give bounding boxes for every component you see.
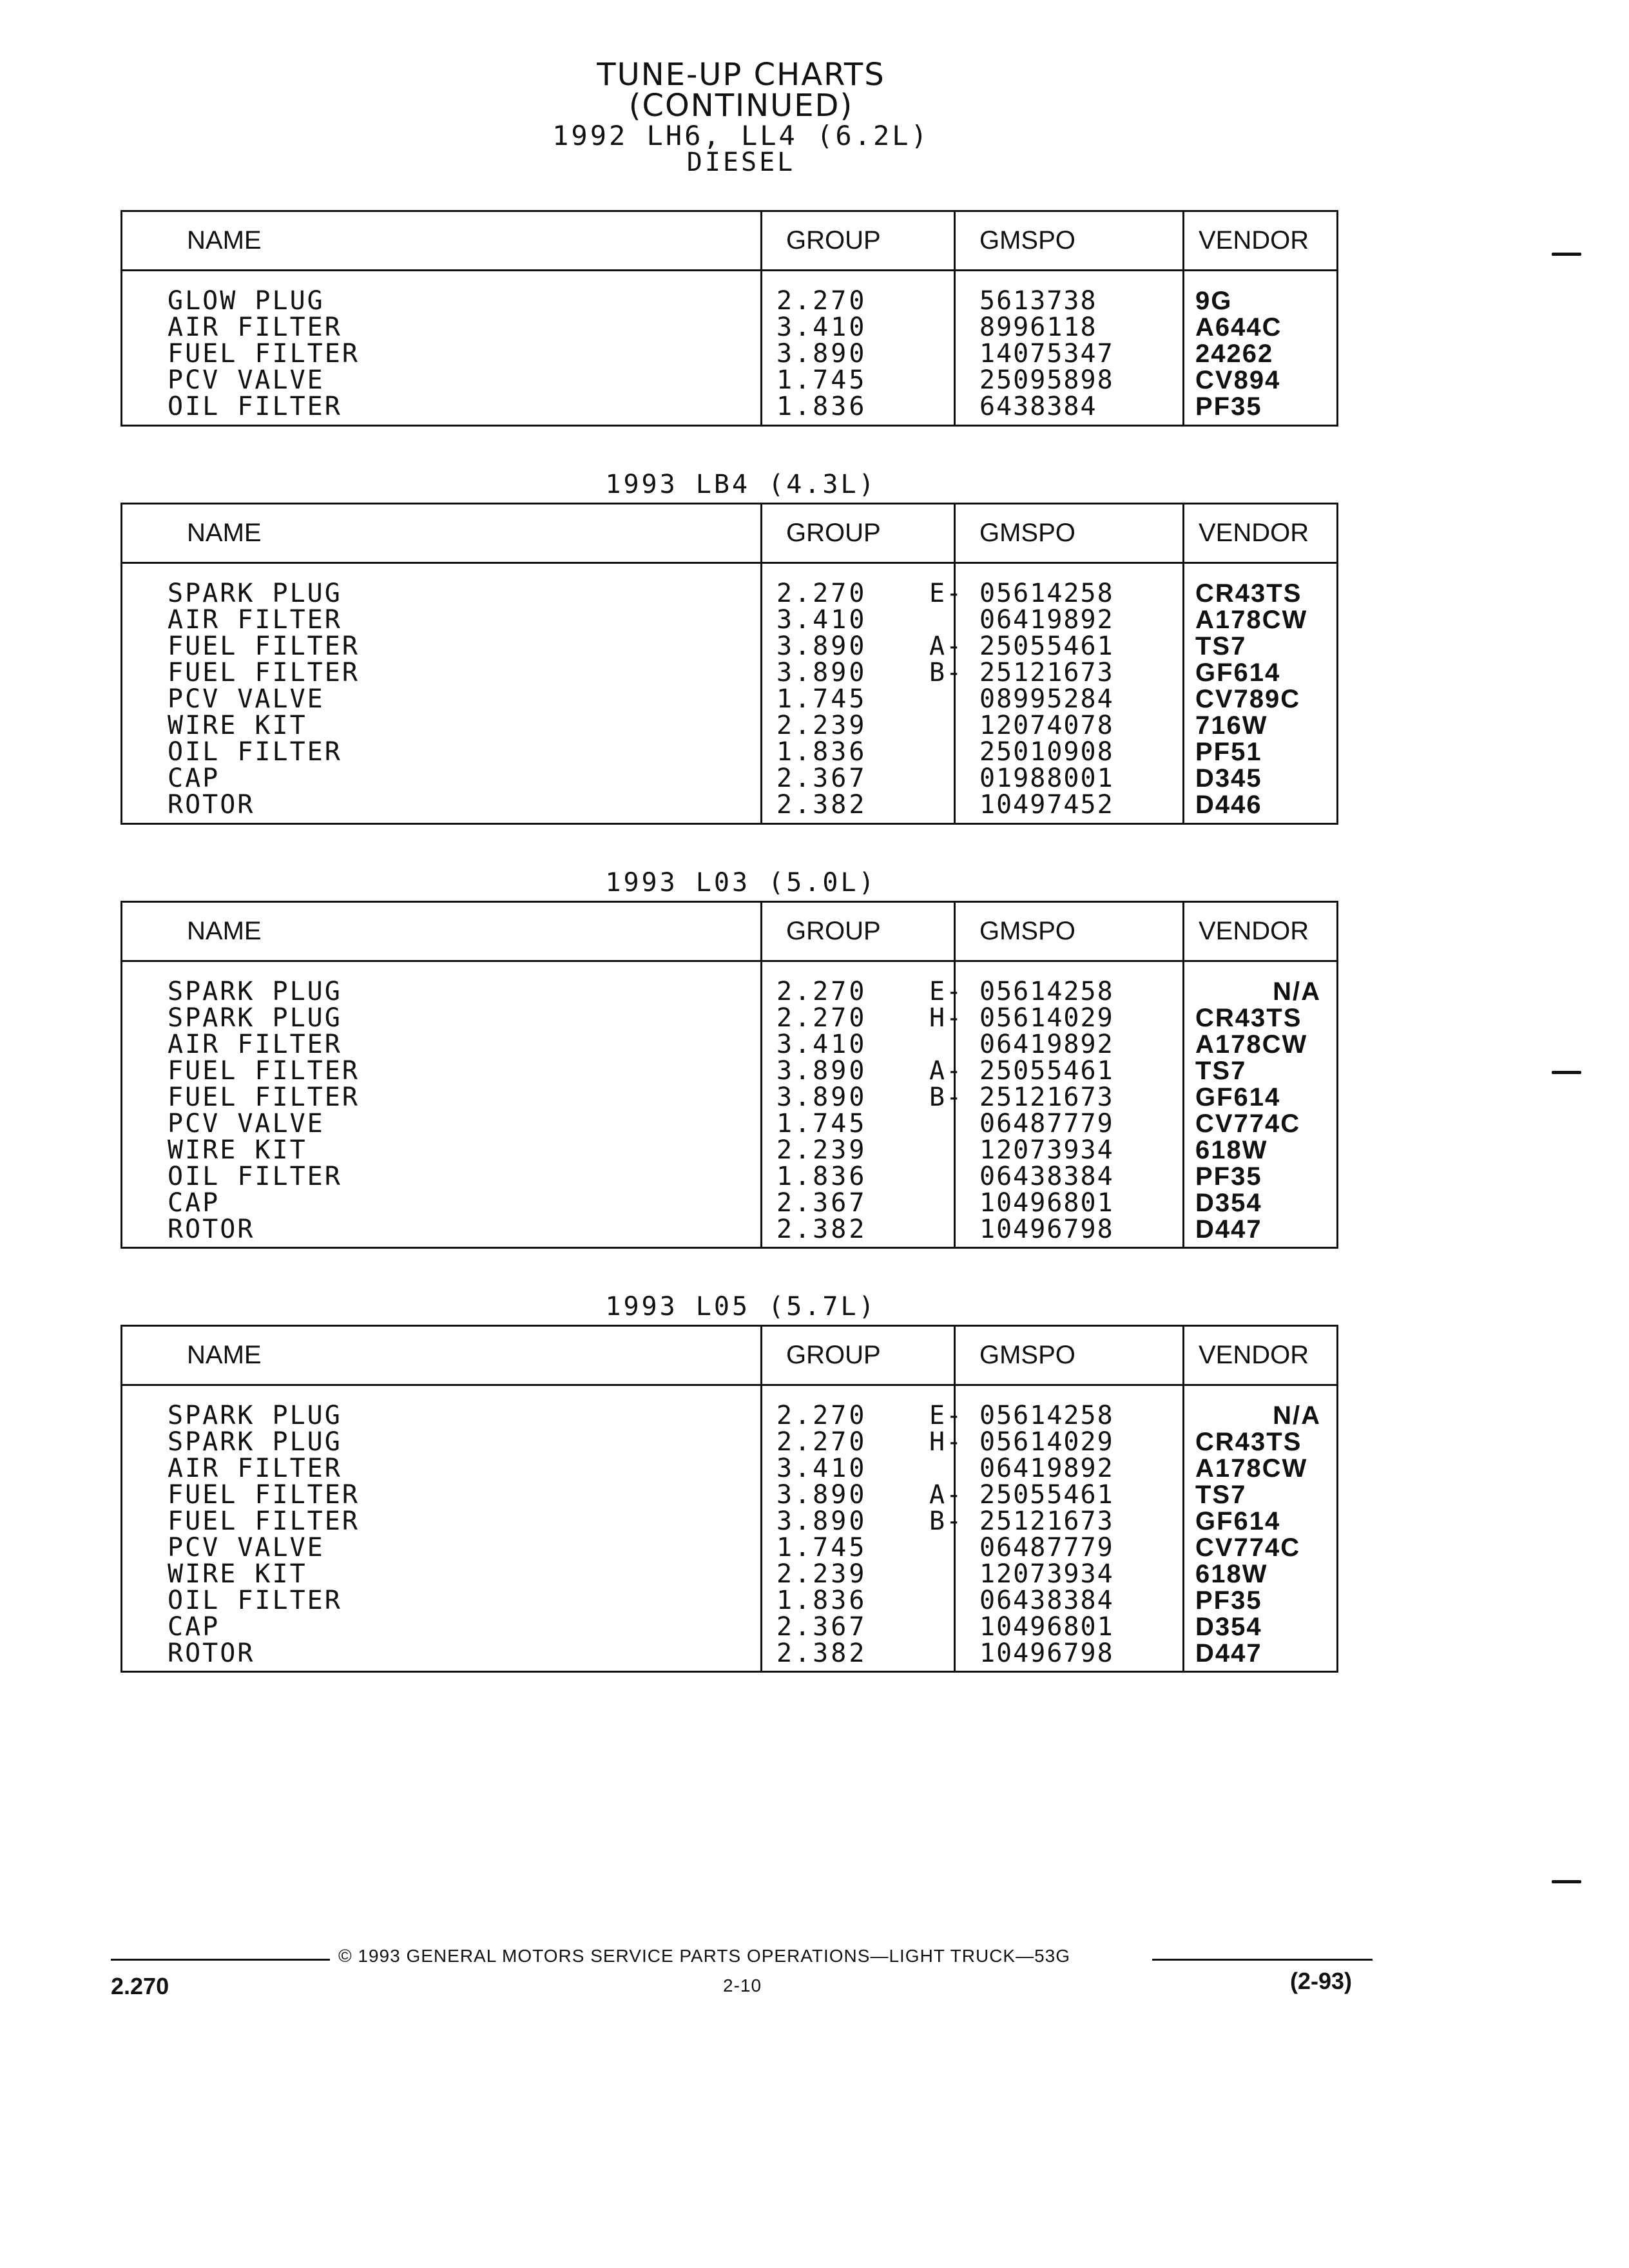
part-vendor: D345: [1195, 764, 1262, 793]
chart-subtitle: 1993 LB4 (4.3L): [605, 470, 877, 499]
fuel-type-heading: DIESEL: [686, 148, 796, 177]
header-vendor: VENDOR: [1199, 1341, 1309, 1369]
parts-table: [120, 901, 1338, 1249]
part-vendor: D354: [1195, 1189, 1262, 1217]
table-row: [122, 660, 1336, 686]
table-row: [122, 1058, 1336, 1084]
part-name: PCV VALVE: [168, 365, 325, 395]
part-group: 2.270: [776, 286, 867, 316]
part-vendor: CR43TS: [1195, 1428, 1302, 1456]
part-name: OIL FILTER: [168, 392, 342, 421]
part-vendor: CV774C: [1195, 1110, 1301, 1138]
table-row: [122, 792, 1336, 818]
part-gmspo-number: 25055461: [979, 1480, 1114, 1510]
part-gmspo-number: 25010908: [979, 737, 1114, 767]
part-group: 2.270: [776, 579, 867, 608]
part-name: WIRE KIT: [168, 1559, 307, 1589]
part-vendor: TS7: [1195, 1481, 1247, 1509]
part-group: 3.410: [776, 312, 867, 342]
table-row: [122, 1005, 1336, 1032]
table-row: [122, 633, 1336, 660]
part-name: PCV VALVE: [168, 1533, 325, 1562]
part-group: 2.239: [776, 1559, 867, 1589]
part-name: WIRE KIT: [168, 1135, 307, 1165]
part-gmspo-number: 06419892: [979, 1454, 1114, 1483]
part-gmspo-number: 08995284: [979, 684, 1114, 714]
header-vendor: VENDOR: [1199, 226, 1309, 255]
header-name: NAME: [187, 1341, 262, 1369]
part-gmspo-number: 05614258: [979, 579, 1114, 608]
header-group: GROUP: [786, 917, 881, 945]
part-vendor: CV789C: [1195, 685, 1301, 713]
part-group: 2.382: [776, 1639, 867, 1668]
part-group: 3.890: [776, 658, 867, 687]
part-gmspo-number: 06438384: [979, 1586, 1114, 1615]
table-row: [122, 1084, 1336, 1111]
part-name: FUEL FILTER: [168, 1480, 360, 1510]
part-vendor: PF35: [1195, 1162, 1262, 1191]
part-vendor: TS7: [1195, 1057, 1247, 1085]
part-vendor: A644C: [1195, 313, 1282, 341]
part-gmspo-prefix: A-: [929, 631, 963, 661]
table-row: [122, 1508, 1336, 1535]
table-header: [122, 212, 1336, 271]
header-group: GROUP: [786, 519, 881, 547]
part-gmspo-number: 10496798: [979, 1215, 1114, 1244]
table-row: [122, 739, 1336, 765]
part-group: 3.890: [776, 1480, 867, 1510]
part-vendor: 618W: [1195, 1560, 1268, 1588]
part-name: CAP: [168, 1612, 220, 1642]
part-gmspo-prefix: A-: [929, 1480, 963, 1510]
part-group: 3.890: [776, 631, 867, 661]
part-gmspo-prefix: E-: [929, 977, 963, 1006]
table-row: [122, 288, 1336, 314]
part-group: 2.239: [776, 711, 867, 740]
table-row: [122, 1216, 1336, 1243]
part-vendor: A178CW: [1195, 1030, 1308, 1059]
part-name: SPARK PLUG: [168, 977, 342, 1006]
table-row: [122, 1403, 1336, 1429]
part-vendor: D354: [1195, 1613, 1262, 1641]
part-gmspo-number: 25055461: [979, 1056, 1114, 1086]
part-group: 3.890: [776, 1506, 867, 1536]
part-name: AIR FILTER: [168, 312, 342, 342]
part-gmspo-number: 01988001: [979, 764, 1114, 793]
table-row: [122, 394, 1336, 420]
part-vendor: A178CW: [1195, 606, 1308, 634]
part-group: 2.239: [776, 1135, 867, 1165]
part-gmspo-number: 05614029: [979, 1003, 1114, 1033]
part-group: 3.890: [776, 339, 867, 369]
part-name: SPARK PLUG: [168, 1003, 342, 1033]
part-name: FUEL FILTER: [168, 631, 360, 661]
part-name: FUEL FILTER: [168, 1056, 360, 1086]
part-gmspo-prefix: E-: [929, 579, 963, 608]
header-name: NAME: [187, 917, 262, 945]
footer-page-number: 2-10: [723, 1975, 762, 1995]
table-row: [122, 1535, 1336, 1561]
part-name: AIR FILTER: [168, 605, 342, 635]
part-gmspo-prefix: H-: [929, 1003, 963, 1033]
table-row: [122, 581, 1336, 607]
parts-table: [120, 1325, 1338, 1673]
part-group: 3.410: [776, 1030, 867, 1059]
part-vendor: CR43TS: [1195, 1004, 1302, 1032]
part-group: 2.382: [776, 790, 867, 820]
part-vendor: 9G: [1195, 287, 1233, 315]
parts-table: [120, 503, 1338, 825]
part-name: SPARK PLUG: [168, 579, 342, 608]
part-gmspo-prefix: A-: [929, 1056, 963, 1086]
part-name: SPARK PLUG: [168, 1401, 342, 1430]
part-vendor: TS7: [1195, 632, 1247, 660]
part-name: ROTOR: [168, 790, 255, 820]
part-gmspo-number: 06438384: [979, 1162, 1114, 1191]
part-vendor: CV774C: [1195, 1533, 1301, 1562]
table-row: [122, 1588, 1336, 1614]
part-gmspo-number: 8996118: [979, 312, 1097, 342]
part-gmspo-number: 06487779: [979, 1109, 1114, 1139]
header-name: NAME: [187, 519, 262, 547]
part-vendor: 716W: [1195, 711, 1268, 740]
part-vendor: CR43TS: [1195, 579, 1302, 608]
part-vendor: A178CW: [1195, 1454, 1308, 1483]
part-name: AIR FILTER: [168, 1030, 342, 1059]
header-group: GROUP: [786, 1341, 881, 1369]
chart-subtitle: 1993 L05 (5.7L): [605, 1292, 877, 1321]
part-name: FUEL FILTER: [168, 1082, 360, 1112]
part-vendor: D446: [1195, 791, 1262, 819]
part-name: ROTOR: [168, 1639, 255, 1668]
part-gmspo-number: 05614258: [979, 1401, 1114, 1430]
part-name: ROTOR: [168, 1215, 255, 1244]
part-group: 2.270: [776, 1003, 867, 1033]
part-group: 2.367: [776, 1612, 867, 1642]
table-row: [122, 341, 1336, 367]
header-gmspo: GMSPO: [979, 1341, 1075, 1369]
table-row: [122, 686, 1336, 713]
part-name: SPARK PLUG: [168, 1427, 342, 1457]
header-name: NAME: [187, 226, 262, 255]
part-group: 3.410: [776, 605, 867, 635]
table-row: [122, 1561, 1336, 1588]
part-gmspo-number: 25095898: [979, 365, 1114, 395]
part-gmspo-number: 12073934: [979, 1559, 1114, 1589]
part-gmspo-number: 06419892: [979, 1030, 1114, 1059]
part-gmspo-number: 25055461: [979, 631, 1114, 661]
part-gmspo-prefix: E-: [929, 1401, 963, 1430]
table-row: [122, 713, 1336, 739]
table-row: [122, 1190, 1336, 1216]
table-header: [122, 903, 1336, 962]
margin-tick-mark: [1552, 1880, 1581, 1883]
part-vendor: PF35: [1195, 392, 1262, 421]
part-name: FUEL FILTER: [168, 1506, 360, 1536]
part-name: FUEL FILTER: [168, 658, 360, 687]
margin-tick-mark: [1552, 1071, 1581, 1074]
part-vendor: PF51: [1195, 738, 1262, 766]
header-vendor: VENDOR: [1199, 917, 1309, 945]
part-gmspo-number: 06487779: [979, 1533, 1114, 1562]
part-name: WIRE KIT: [168, 711, 307, 740]
part-vendor: GF614: [1195, 658, 1281, 687]
part-vendor: 24262: [1195, 340, 1274, 368]
footer-copyright: © 1993 GENERAL MOTORS SERVICE PARTS OPERATIONS—LIGHT TRUCK—53G: [338, 1946, 1071, 1966]
part-vendor: CV894: [1195, 366, 1281, 394]
part-group: 2.367: [776, 1188, 867, 1218]
part-group: 1.745: [776, 1109, 867, 1139]
part-gmspo-number: 10496798: [979, 1639, 1114, 1668]
engine-model-heading: 1992 LH6, LL4 (6.2L): [552, 120, 930, 151]
chart-subtitle: 1993 L03 (5.0L): [605, 868, 877, 898]
footer-rule-left: [111, 1959, 330, 1961]
table-row: [122, 1111, 1336, 1137]
part-vendor: D447: [1195, 1215, 1262, 1244]
part-group: 2.270: [776, 1401, 867, 1430]
part-gmspo-number: 05614258: [979, 977, 1114, 1006]
part-group: 1.745: [776, 365, 867, 395]
part-name: GLOW PLUG: [168, 286, 325, 316]
part-name: CAP: [168, 764, 220, 793]
table-row: [122, 1429, 1336, 1456]
part-gmspo-number: 06419892: [979, 605, 1114, 635]
part-vendor: GF614: [1195, 1507, 1281, 1535]
part-gmspo-number: 25121673: [979, 1082, 1114, 1112]
table-row: [122, 765, 1336, 792]
part-name: OIL FILTER: [168, 1586, 342, 1615]
part-vendor: GF614: [1195, 1083, 1281, 1111]
header-gmspo: GMSPO: [979, 226, 1075, 255]
part-gmspo-number: 10496801: [979, 1188, 1114, 1218]
part-group: 1.836: [776, 392, 867, 421]
part-gmspo-prefix: B-: [929, 1506, 963, 1536]
part-gmspo-number: 10497452: [979, 790, 1114, 820]
part-gmspo-prefix: H-: [929, 1427, 963, 1457]
part-name: OIL FILTER: [168, 1162, 342, 1191]
table-row: [122, 1640, 1336, 1667]
part-gmspo-number: 25121673: [979, 1506, 1114, 1536]
part-gmspo-number: 05614029: [979, 1427, 1114, 1457]
part-gmspo-prefix: B-: [929, 1082, 963, 1112]
part-group: 1.836: [776, 1162, 867, 1191]
part-gmspo-number: 14075347: [979, 339, 1114, 369]
part-gmspo-number: 6438384: [979, 392, 1097, 421]
part-gmspo-number: 5613738: [979, 286, 1097, 316]
header-gmspo: GMSPO: [979, 917, 1075, 945]
part-group: 2.382: [776, 1215, 867, 1244]
table-row: [122, 607, 1336, 633]
page-title: TUNE-UP CHARTS: [597, 57, 885, 93]
part-vendor: N/A: [1273, 977, 1321, 1006]
part-group: 1.836: [776, 1586, 867, 1615]
parts-table: [120, 210, 1338, 427]
part-name: PCV VALVE: [168, 684, 325, 714]
table-header: [122, 505, 1336, 564]
part-vendor: N/A: [1273, 1401, 1321, 1430]
footer-date: (2-93): [1290, 1968, 1353, 1994]
header-gmspo: GMSPO: [979, 519, 1075, 547]
footer-rule-right: [1152, 1959, 1373, 1961]
part-group: 3.890: [776, 1056, 867, 1086]
table-row: [122, 1164, 1336, 1190]
header-vendor: VENDOR: [1199, 519, 1309, 547]
footer-group-code: 2.270: [111, 1973, 169, 1999]
part-name: CAP: [168, 1188, 220, 1218]
table-row: [122, 1614, 1336, 1640]
part-name: PCV VALVE: [168, 1109, 325, 1139]
part-vendor: D447: [1195, 1639, 1262, 1667]
part-group: 2.270: [776, 1427, 867, 1457]
table-header: [122, 1327, 1336, 1386]
part-group: 1.745: [776, 684, 867, 714]
part-group: 2.367: [776, 764, 867, 793]
part-gmspo-number: 12074078: [979, 711, 1114, 740]
margin-tick-mark: [1552, 253, 1581, 256]
table-row: [122, 367, 1336, 394]
part-group: 1.745: [776, 1533, 867, 1562]
table-row: [122, 1137, 1336, 1164]
table-row: [122, 314, 1336, 341]
page-title-continued: (CONTINUED): [628, 88, 854, 124]
part-gmspo-prefix: B-: [929, 658, 963, 687]
table-row: [122, 1482, 1336, 1508]
part-gmspo-number: 25121673: [979, 658, 1114, 687]
table-row: [122, 979, 1336, 1005]
part-gmspo-number: 12073934: [979, 1135, 1114, 1165]
header-group: GROUP: [786, 226, 881, 255]
part-gmspo-number: 10496801: [979, 1612, 1114, 1642]
part-group: 3.410: [776, 1454, 867, 1483]
part-group: 2.270: [776, 977, 867, 1006]
part-vendor: PF35: [1195, 1586, 1262, 1615]
part-vendor: 618W: [1195, 1136, 1268, 1164]
part-group: 1.836: [776, 737, 867, 767]
part-name: AIR FILTER: [168, 1454, 342, 1483]
part-group: 3.890: [776, 1082, 867, 1112]
part-name: OIL FILTER: [168, 737, 342, 767]
table-row: [122, 1456, 1336, 1482]
part-name: FUEL FILTER: [168, 339, 360, 369]
table-row: [122, 1032, 1336, 1058]
